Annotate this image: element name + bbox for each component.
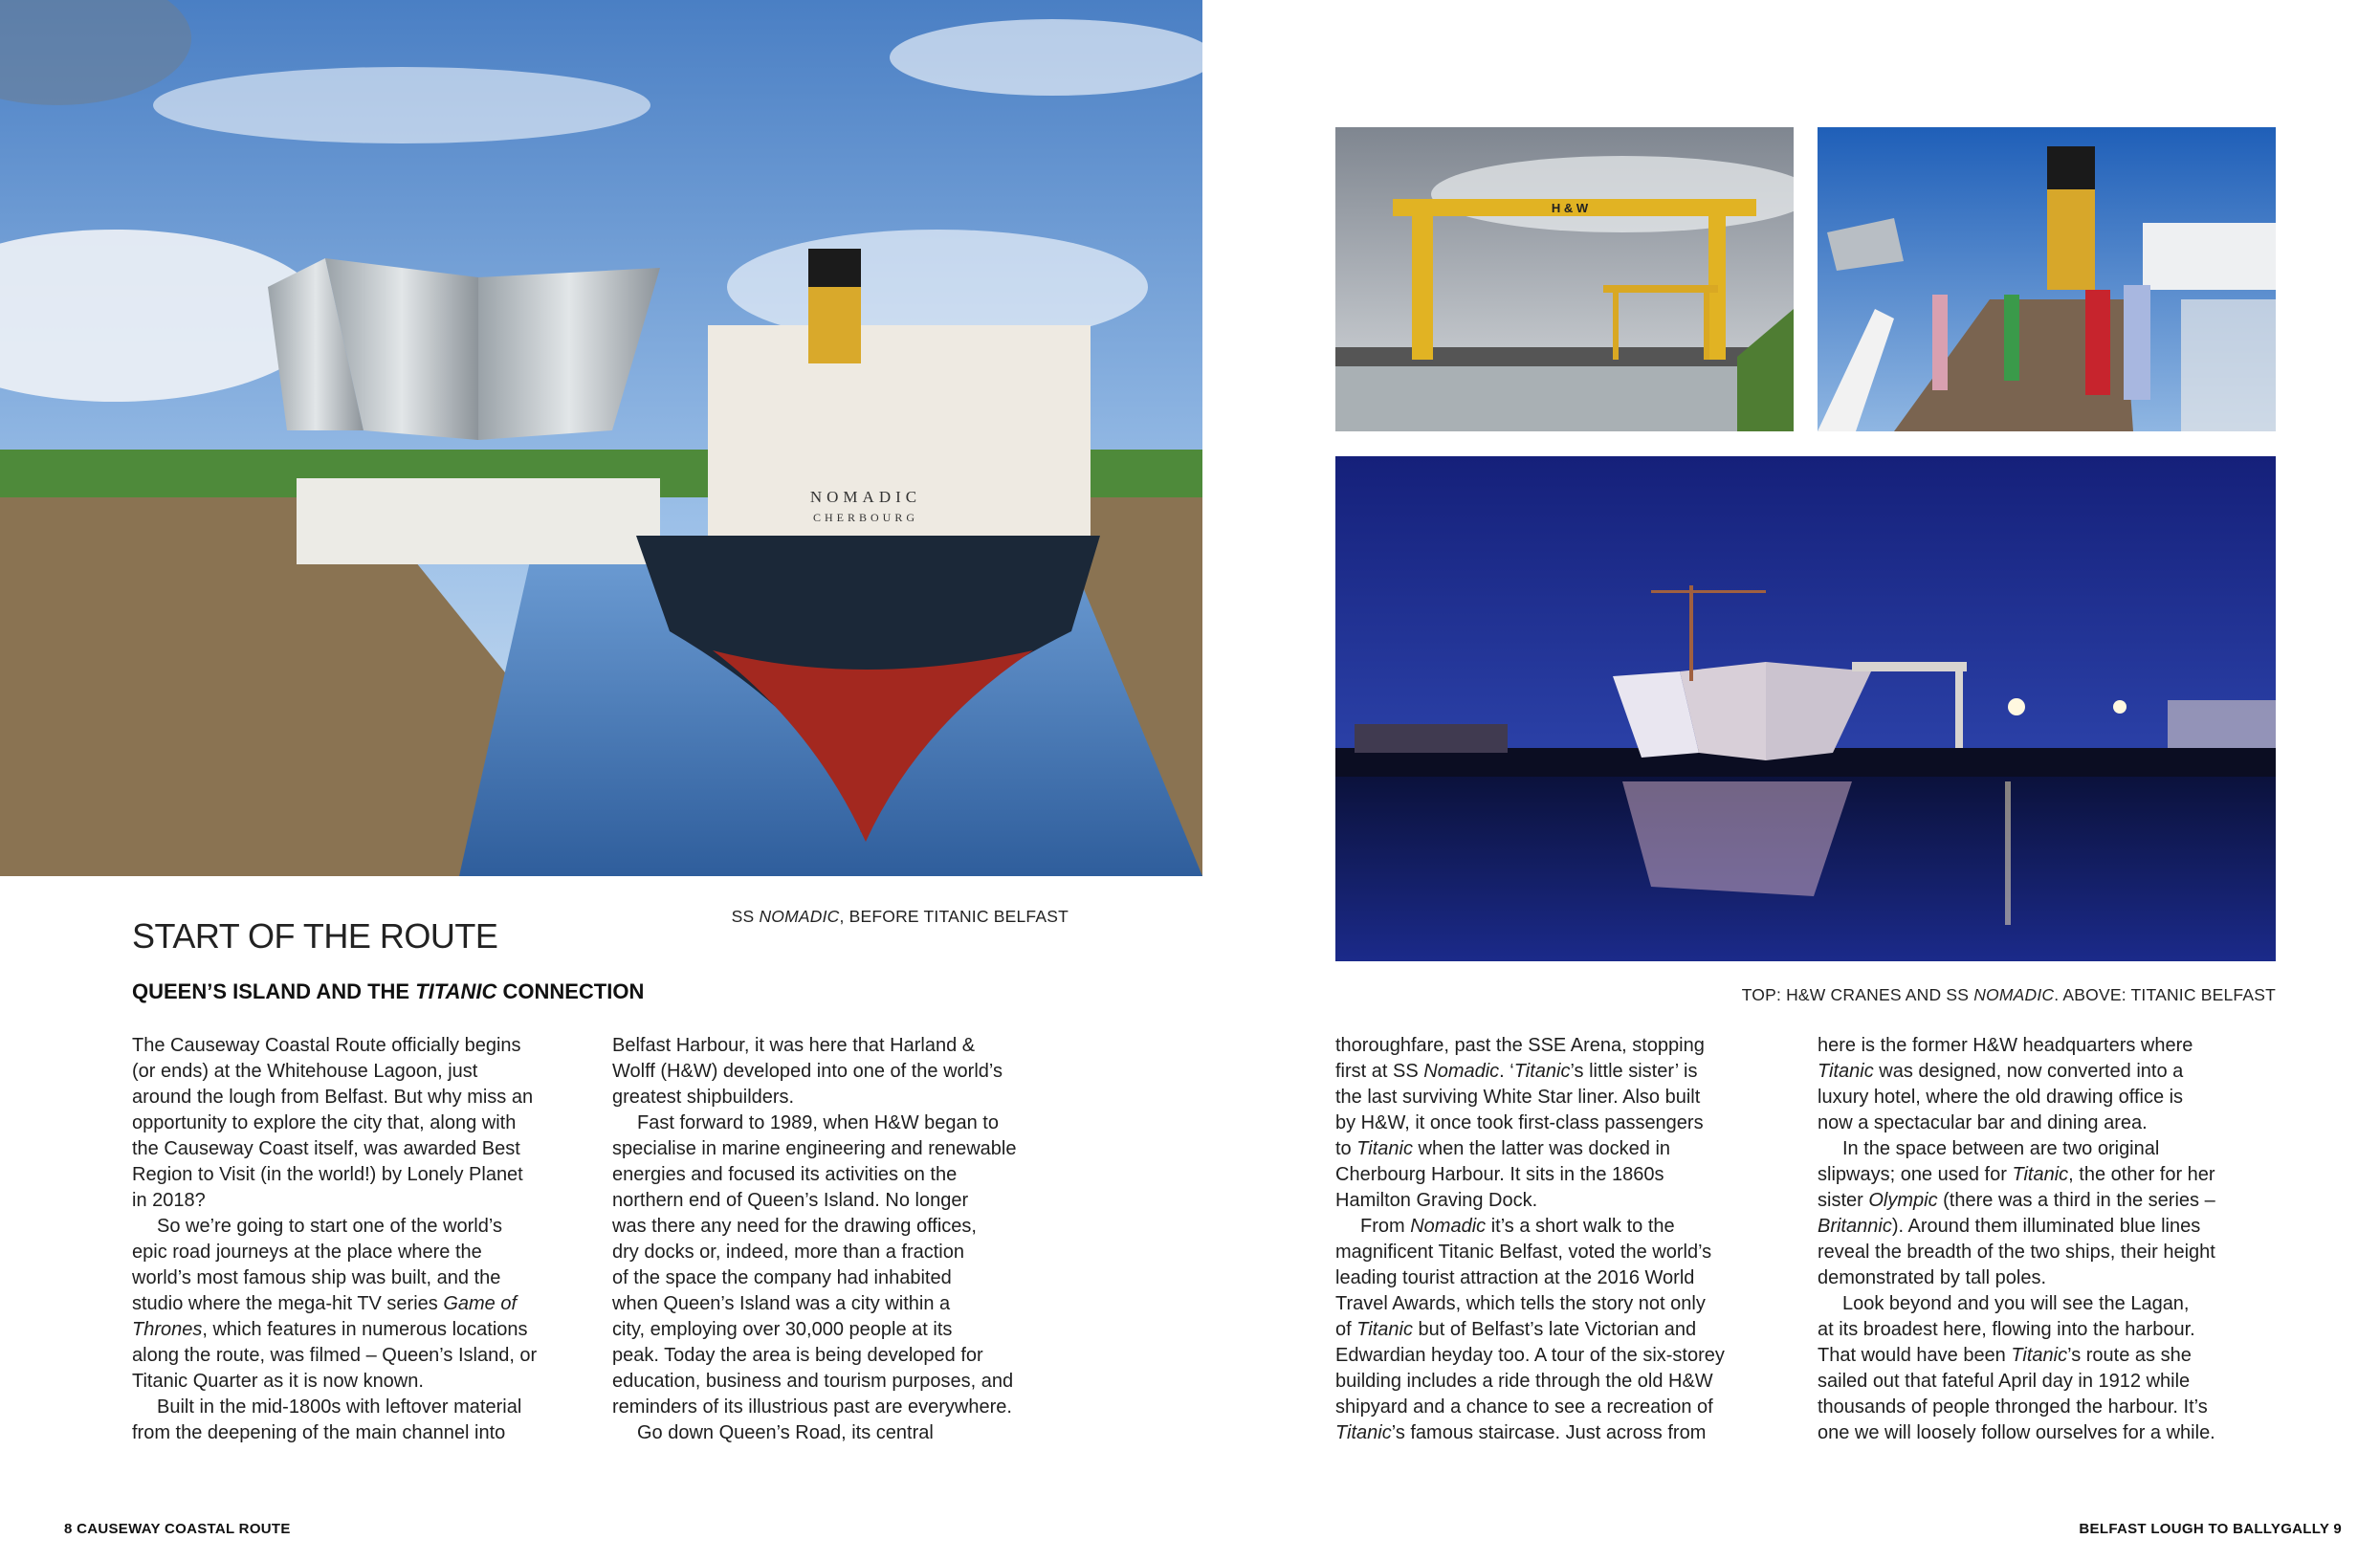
text-run: SS (731, 907, 760, 926)
italic-text: Britannic (1818, 1216, 1892, 1237)
body-text-line (1335, 1188, 1804, 1214)
body-text-line (1818, 1240, 2286, 1265)
text-run: Built in the mid-1800s with leftover material (157, 1396, 522, 1418)
body-text-line (612, 1188, 1081, 1214)
photo-hw-cranes (1335, 127, 1794, 431)
body-text-line (1335, 1214, 1804, 1240)
text-run: around the lough from Belfast. But why miss an (132, 1087, 534, 1108)
text-run: (there was a third in the series – (1937, 1190, 2215, 1211)
text-run: From (1360, 1216, 1411, 1237)
body-text-line (1818, 1162, 2286, 1188)
text-run: here is the former H&W headquarters where (1818, 1035, 2193, 1056)
text-run: at its broadest here, flowing into the harbour. (1818, 1319, 2195, 1340)
ship-name-plate: NOMADIC (809, 488, 922, 506)
text-run: QUEEN’S ISLAND AND THE (132, 979, 416, 1003)
body-text-line (1335, 1343, 1804, 1369)
photo-nomadic-deck (1818, 127, 2276, 431)
text-run: CONNECTION (496, 979, 645, 1003)
body-column-4 (1818, 1033, 2286, 1446)
text-run: That would have been (1818, 1345, 2012, 1366)
section-title: START OF THE ROUTE (132, 916, 498, 956)
body-text-line (132, 1240, 601, 1265)
body-text-line (132, 1265, 601, 1291)
body-text-line (1818, 1085, 2286, 1110)
body-text-line (612, 1369, 1081, 1395)
body-text-line (132, 1033, 601, 1059)
body-text-line (1335, 1265, 1804, 1291)
text-run: now a spectacular bar and dining area. (1818, 1112, 2148, 1133)
text-run: thoroughfare, past the SSE Arena, stopping (1335, 1035, 1705, 1056)
body-text-line (612, 1265, 1081, 1291)
photo-ss-nomadic (0, 0, 1202, 876)
body-text-line (612, 1291, 1081, 1317)
text-run: from the deepening of the main channel into (132, 1422, 506, 1443)
text-run: peak. Today the area is being developed for (612, 1345, 983, 1366)
body-text-line (1818, 1420, 2286, 1446)
body-text-line (1335, 1395, 1804, 1420)
text-run: reveal the breadth of the two ships, their height (1818, 1242, 2215, 1263)
body-column-3 (1335, 1033, 1804, 1446)
text-run: . ‘ (1499, 1061, 1514, 1082)
body-text-line (132, 1188, 601, 1214)
italic-text: Titanic (1356, 1319, 1413, 1340)
text-run: luxury hotel, where the old drawing office is (1818, 1087, 2184, 1108)
text-run: In the space between are two original (1842, 1138, 2160, 1159)
text-run: in 2018? (132, 1190, 206, 1211)
photo-titanic-belfast-night (1335, 456, 2276, 961)
body-text-line (1818, 1136, 2286, 1162)
text-run: was designed, now converted into a (1873, 1061, 2184, 1082)
text-run: city, employing over 30,000 people at its (612, 1319, 953, 1340)
body-column-2 (612, 1033, 1081, 1446)
body-text-line (132, 1214, 601, 1240)
text-run: dry docks or, indeed, more than a fraction (612, 1242, 964, 1263)
body-text-line (1818, 1214, 2286, 1240)
text-run: ’s famous staircase. Just across from (1391, 1422, 1707, 1443)
text-run: the last surviving White Star liner. Also built (1335, 1087, 1701, 1108)
text-run: the Causeway Coast itself, was awarded Best (132, 1138, 520, 1159)
text-run: ). Around them illuminated blue lines (1891, 1216, 2201, 1237)
body-text-line (612, 1033, 1081, 1059)
text-run: thousands of people thronged the harbour. It’s (1818, 1396, 2208, 1418)
text-run: TOP: H&W CRANES AND SS (1741, 985, 1974, 1004)
italic-text: Titanic (1513, 1061, 1571, 1082)
text-run: Titanic Quarter as it is now known. (132, 1371, 424, 1392)
body-text-line (1335, 1110, 1804, 1136)
body-text-line (132, 1369, 601, 1395)
italic-text: Titanic (1818, 1061, 1874, 1082)
text-run: slipways; one used for (1818, 1164, 2013, 1185)
text-run: world’s most famous ship was built, and the (132, 1267, 501, 1288)
text-run: along the route, was filmed – Queen’s Island, or (132, 1345, 538, 1366)
text-run: The Causeway Coastal Route officially begins (132, 1035, 521, 1056)
body-text-line (612, 1136, 1081, 1162)
text-run: of (1335, 1319, 1357, 1340)
body-text-line (132, 1343, 601, 1369)
text-run: , BEFORE TITANIC BELFAST (839, 907, 1069, 926)
body-text-line (612, 1214, 1081, 1240)
text-run: epic road journeys at the place where the (132, 1242, 482, 1263)
text-run: ’s little sister’ is (1570, 1061, 1698, 1082)
text-run: Belfast Harbour, it was here that Harland & (612, 1035, 976, 1056)
body-text-line (1335, 1369, 1804, 1395)
text-run: of the space the company had inhabited (612, 1267, 952, 1288)
body-text-line (1818, 1395, 2286, 1420)
body-text-line (1335, 1085, 1804, 1110)
text-run: specialise in marine engineering and renewable (612, 1138, 1017, 1159)
body-text-line (612, 1343, 1081, 1369)
body-text-line (1335, 1033, 1804, 1059)
body-text-line (1335, 1136, 1804, 1162)
body-text-line (612, 1240, 1081, 1265)
text-run: but of Belfast’s late Victorian and (1412, 1319, 1697, 1340)
text-run: Wolff (H&W) developed into one of the world’s (612, 1061, 1003, 1082)
text-run: , the other for her (2068, 1164, 2215, 1185)
body-text-line (1335, 1420, 1804, 1446)
body-text-line (612, 1059, 1081, 1085)
section-subheading (132, 979, 644, 1004)
text-run: Region to Visit (in the world!) by Lonely Planet (132, 1164, 523, 1185)
text-run: ’s route as she (2067, 1345, 2192, 1366)
body-text-line (1335, 1291, 1804, 1317)
text-run: demonstrated by tall poles. (1818, 1267, 2047, 1288)
italic-text: Titanic (2012, 1164, 2069, 1185)
page-footer-right: BELFAST LOUGH TO BALLYGALLY 9 (2079, 1521, 2342, 1537)
body-text-line (132, 1085, 601, 1110)
body-column-1 (132, 1033, 601, 1446)
text-run: it’s a short walk to the (1486, 1216, 1675, 1237)
body-text-line (1335, 1162, 1804, 1188)
text-run: Fast forward to 1989, when H&W began to (637, 1112, 999, 1133)
text-run: , which features in numerous locations (202, 1319, 528, 1340)
italic-text: Titanic (1356, 1138, 1413, 1159)
text-run: Look beyond and you will see the Lagan, (1842, 1293, 2190, 1314)
text-run: Travel Awards, which tells the story not only (1335, 1293, 1706, 1314)
text-run: Cherbourg Harbour. It sits in the 1860s (1335, 1164, 1664, 1185)
body-text-line (1818, 1369, 2286, 1395)
text-run: by H&W, it once took first-class passengers (1335, 1112, 1704, 1133)
text-run: Go down Queen’s Road, its central (637, 1422, 934, 1443)
body-text-line (1818, 1110, 2286, 1136)
text-run: energies and focused its activities on the (612, 1164, 958, 1185)
body-text-line (1335, 1059, 1804, 1085)
text-run: studio where the mega-hit TV series (132, 1293, 444, 1314)
text-run: was there any need for the drawing offices, (612, 1216, 977, 1237)
text-run: shipyard and a chance to see a recreation of (1335, 1396, 1713, 1418)
body-text-line (1335, 1240, 1804, 1265)
body-text-line (1818, 1033, 2286, 1059)
body-text-line (1818, 1059, 2286, 1085)
text-run: Hamilton Graving Dock. (1335, 1190, 1538, 1211)
body-text-line (132, 1136, 601, 1162)
body-text-line (1818, 1317, 2286, 1343)
text-run: opportunity to explore the city that, along with (132, 1112, 517, 1133)
text-run: . ABOVE: TITANIC BELFAST (2054, 985, 2276, 1004)
page-footer-left: 8 CAUSEWAY COASTAL ROUTE (64, 1521, 291, 1537)
text-run: reminders of its illustrious past are everywhere. (612, 1396, 1012, 1418)
ship-port-plate: CHERBOURG (812, 511, 919, 524)
photo-caption-left (732, 907, 1069, 927)
text-run: first at SS (1335, 1061, 1424, 1082)
italic-text: NOMADIC (1973, 985, 2055, 1004)
text-run: one we will loosely follow ourselves for a while. (1818, 1422, 2215, 1443)
text-run: to (1335, 1138, 1357, 1159)
body-text-line (132, 1059, 601, 1085)
body-text-line (132, 1420, 601, 1446)
text-run: when Queen’s Island was a city within a (612, 1293, 951, 1314)
italic-text: Nomadic (1410, 1216, 1487, 1237)
text-run: So we’re going to start one of the world’s (157, 1216, 502, 1237)
body-text-line (612, 1317, 1081, 1343)
italic-text: Olympic (1868, 1190, 1938, 1211)
italic-text: Nomadic (1423, 1061, 1500, 1082)
body-text-line (1818, 1291, 2286, 1317)
body-text-line (132, 1291, 601, 1317)
body-text-line (612, 1395, 1081, 1420)
italic-text: Titanic (2011, 1345, 2068, 1366)
text-run: northern end of Queen’s Island. No longer (612, 1190, 969, 1211)
body-text-line (1335, 1317, 1804, 1343)
text-run: magnificent Titanic Belfast, voted the world’s (1335, 1242, 1712, 1263)
italic-text: Thrones (132, 1319, 203, 1340)
text-run: Edwardian heyday too. A tour of the six-storey (1335, 1345, 1725, 1366)
body-text-line (1818, 1343, 2286, 1369)
body-text-line (132, 1395, 601, 1420)
text-run: when the latter was docked in (1412, 1138, 1671, 1159)
italic-text: Titanic (1335, 1422, 1392, 1443)
crane-label: H & W (1551, 201, 1589, 215)
body-text-line (1818, 1265, 2286, 1291)
body-text-line (612, 1110, 1081, 1136)
body-text-line (132, 1162, 601, 1188)
body-text-line (612, 1420, 1081, 1446)
text-run: sailed out that fateful April day in 1912 while (1818, 1371, 2191, 1392)
text-run: education, business and tourism purposes, and (612, 1371, 1014, 1392)
body-text-line (612, 1085, 1081, 1110)
body-text-line (132, 1317, 601, 1343)
text-run: greatest shipbuilders. (612, 1087, 795, 1108)
body-text-line (132, 1110, 601, 1136)
italic-text: NOMADIC (759, 907, 840, 926)
body-text-line (612, 1162, 1081, 1188)
photo-caption-right (1742, 985, 2276, 1005)
text-run: building includes a ride through the old H&W (1335, 1371, 1713, 1392)
text-run: sister (1818, 1190, 1869, 1211)
italic-text: TITANIC (415, 979, 497, 1003)
italic-text: Game of (443, 1293, 518, 1314)
body-text-line (1818, 1188, 2286, 1214)
text-run: leading tourist attraction at the 2016 World (1335, 1267, 1695, 1288)
text-run: (or ends) at the Whitehouse Lagoon, just (132, 1061, 478, 1082)
